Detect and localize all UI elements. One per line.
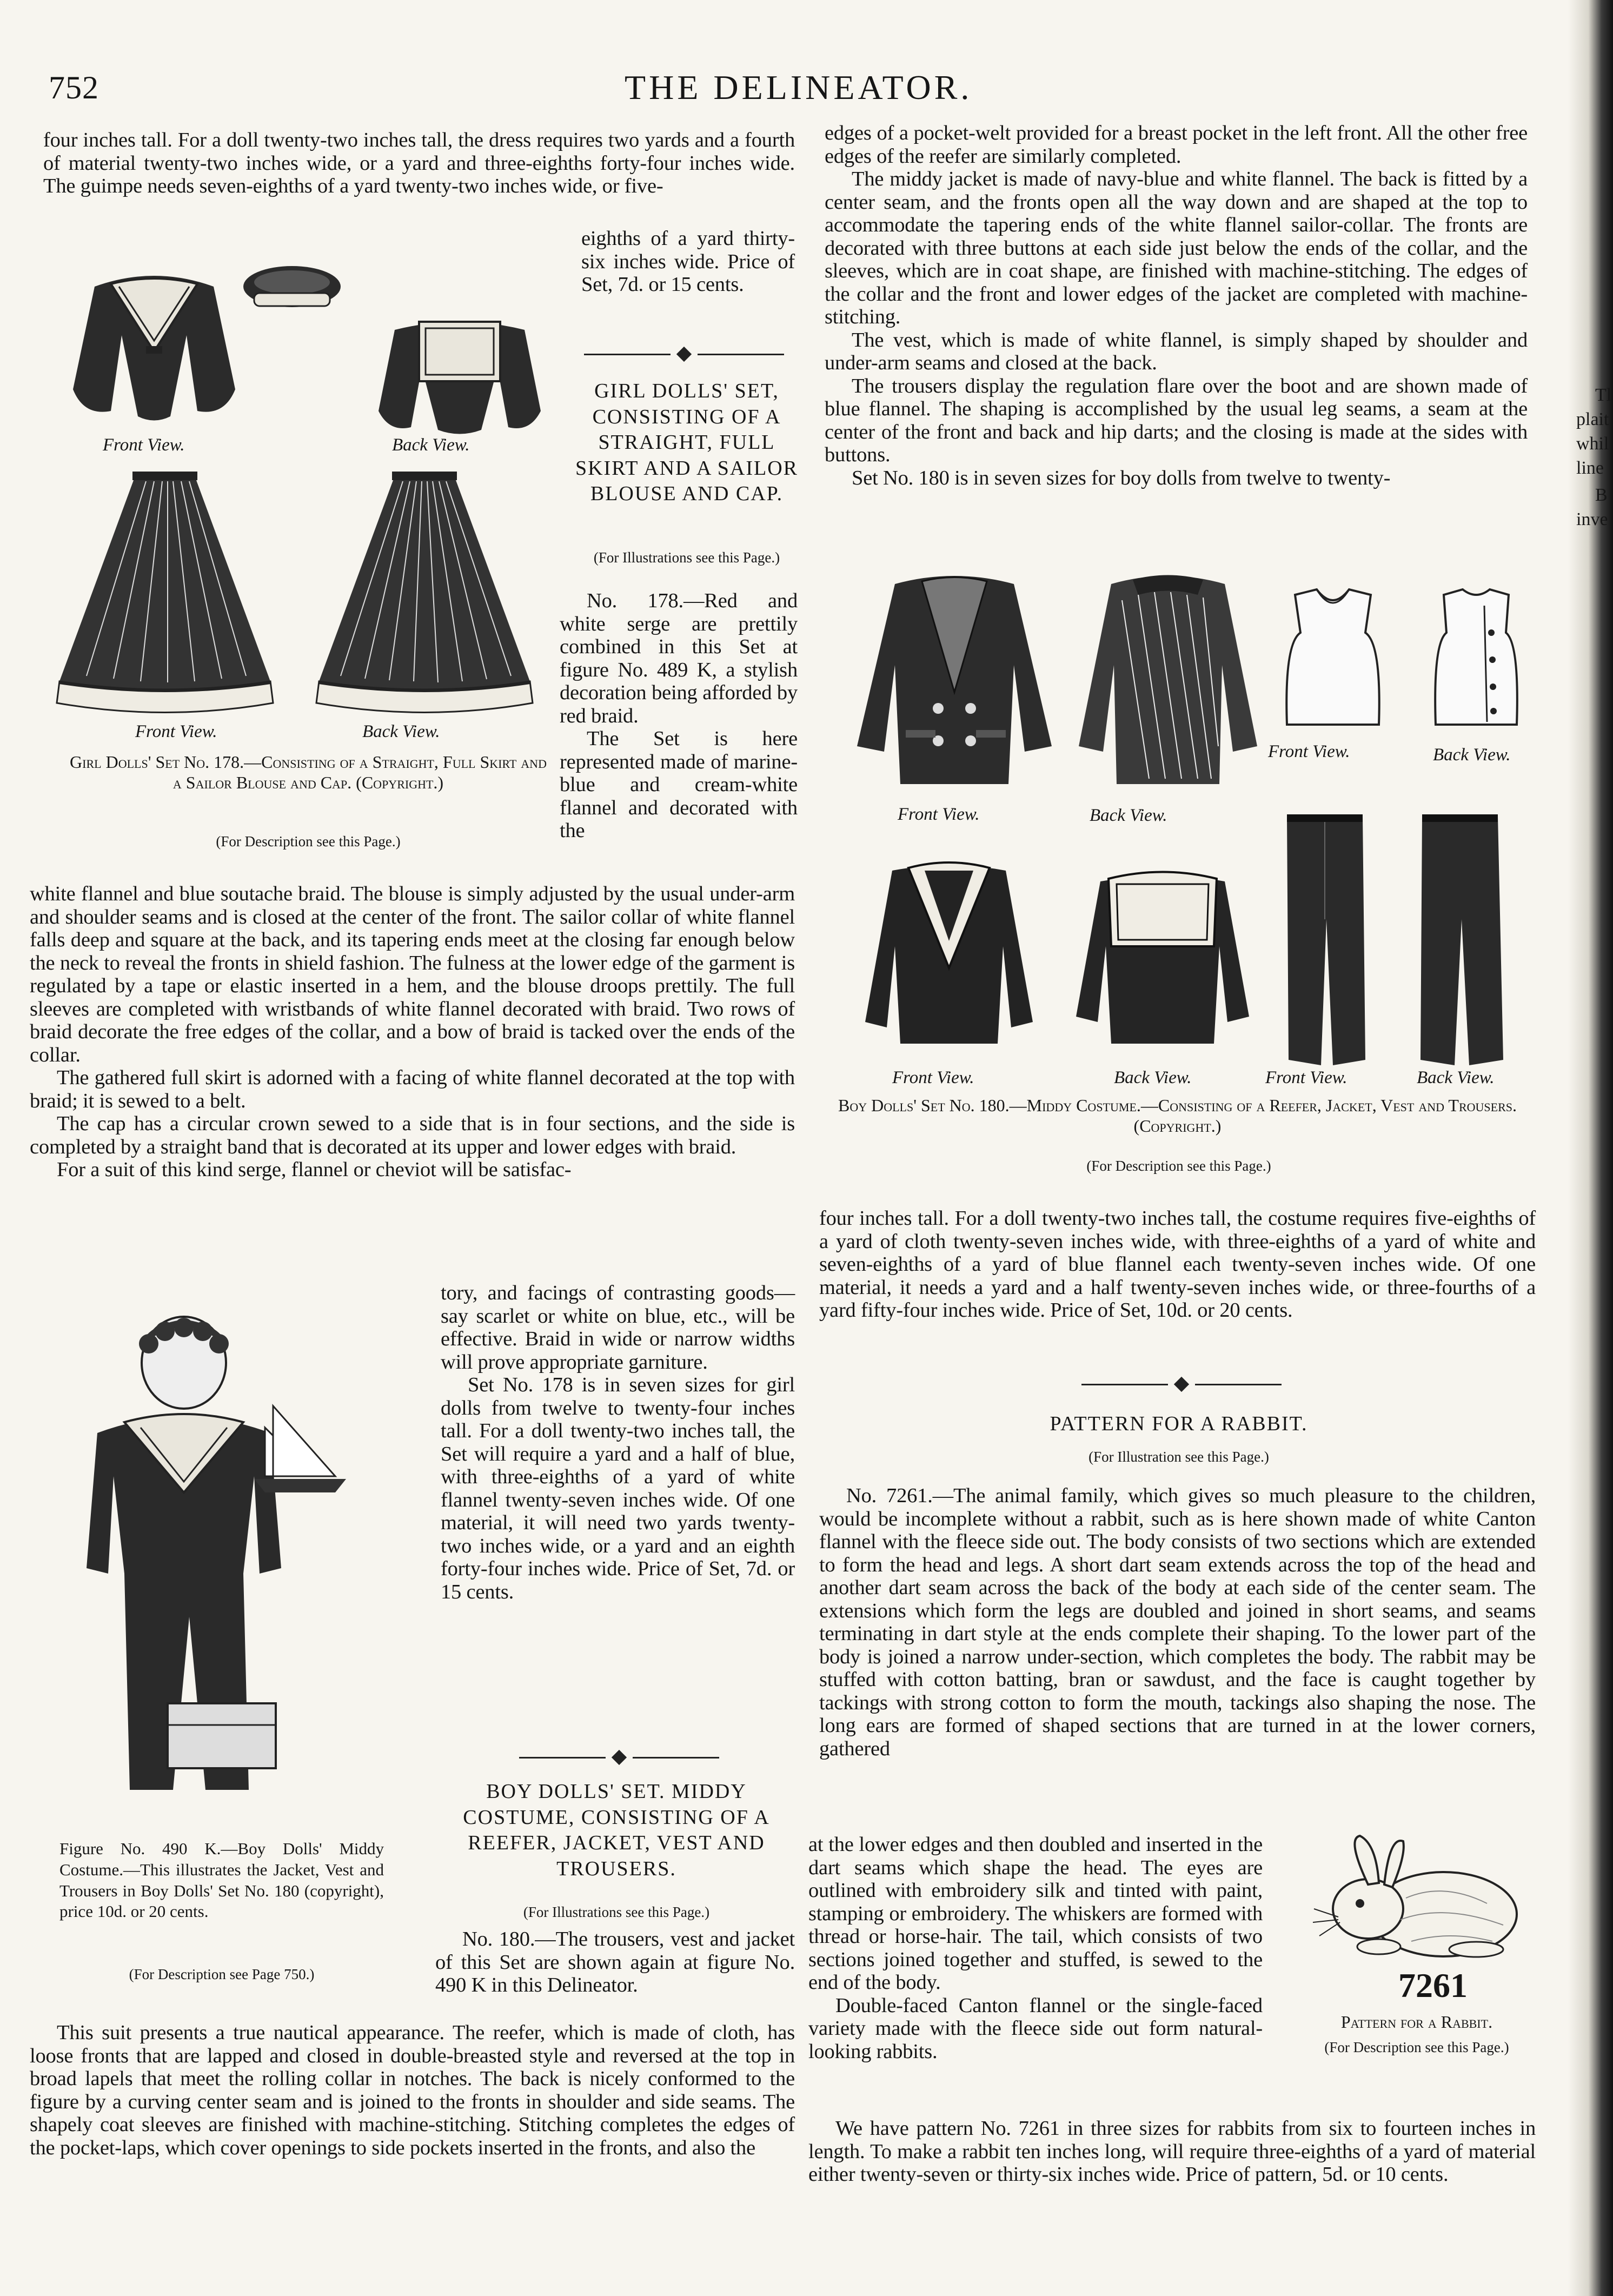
- view-label: Front View.: [898, 805, 980, 824]
- col1-top-paragraph: four inches tall. For a doll twenty-two inches tall, the dress requires two yards and a fourth of material twenty-two inches wide, or a yard and three-eighths forty-four inches wide. The guimpe needs seven-eighths of a yard twenty-two inches wide, or five-: [43, 129, 795, 198]
- view-label: Back View.: [1417, 1068, 1495, 1087]
- girl-heading-note: (For Illustrations see this Page.): [593, 549, 780, 566]
- vest-back-illustration: [1422, 584, 1530, 735]
- girl-blouse-front-illustration: [62, 254, 246, 433]
- girl-cap-illustration: [238, 260, 346, 319]
- girl-blouse-back-illustration: [373, 308, 546, 438]
- col3-rabbit-text: No. 7261.—The animal family, which gives so much pleasure to the children, would be incomplete without a rabbit, such as is here shown made of white Canton flannel with the fleece side out. The body consists of two sections which are extended to form the head and legs. A short dart seam extends across the top of the head and another dart seam across the back of the body at each side of the center seam. The extensions which form the legs are doubled and joined in short seams, and seams terminating in dart style at the ends complete their shaping. To the lower part of the body is joined a narrow under-section, which completes the body. The rabbit may be stuffed with cotton batting, bran or sawdust, and the face is caught together by tackings with strong cotton to form the mouth, tackings also shaping the nose. The long ears are formed of shaped sections that are turned in at the lower corners, gathered: [819, 1484, 1536, 1760]
- view-label: Back View.: [362, 722, 440, 741]
- boy-doll-figure-490k-illustration: [59, 1314, 362, 1811]
- boy-dolls-set-heading: BOY DOLLS' SET. MIDDY COSTUME, CONSISTING OF A REEFER, JACKET, VEST AND TROUSERS.: [463, 1780, 770, 1880]
- margin-fragment: plait: [1576, 409, 1609, 429]
- margin-fragment: Tl: [1595, 385, 1612, 405]
- girl-skirt-front-illustration: [54, 470, 276, 719]
- rabbit-caption-description: (For Description see this Page.): [1324, 2039, 1509, 2055]
- middy-jacket-back-illustration: [1071, 865, 1254, 1065]
- view-label: Back View.: [1433, 745, 1511, 765]
- page-title: THE DELINEATOR.: [625, 68, 973, 107]
- margin-fragment: B: [1595, 485, 1608, 505]
- trousers-front-illustration: [1273, 811, 1376, 1076]
- girl-skirt-back-illustration: [314, 470, 535, 719]
- trousers-back-illustration: [1409, 811, 1511, 1076]
- page-number: 752: [49, 70, 99, 105]
- girl-dolls-set-heading: GIRL DOLLS' SET, CONSISTING OF A STRAIGHT, FULL SKIRT AND A SAILOR BLOUSE AND CAP.: [575, 380, 799, 505]
- view-label: Front View.: [892, 1068, 974, 1087]
- rabbit-illustration: [1309, 1833, 1525, 1968]
- vest-front-illustration: [1273, 584, 1392, 735]
- figure-caption-490k-description: (For Description see Page 750.): [129, 1966, 315, 1982]
- view-label: Back View.: [1090, 806, 1167, 825]
- middy-jacket-front-illustration: [860, 860, 1038, 1065]
- col1-suit-wrap: tory, and facings of contrasting goods—say scarlet or white on blue, etc., will be effective. Braid in wide or narrow widths will prove appropriate garniture. Set No. 178 is in seven sizes for girl dolls from twelve to twenty-four inches tall. For a doll twenty-two inches tall, the Set will require a yard and a half of blue, with three-eighths of a yard of white flannel twenty-seven inches wide. Of one material, it will need two yards twenty-two inches wide, or a yard and an eighth forty-four inches wide. Price of Set, 7d. or 15 cents.: [441, 1282, 795, 1603]
- view-label: Back View.: [392, 435, 470, 455]
- view-label: Front View.: [103, 435, 185, 455]
- margin-fragment: whil: [1576, 434, 1609, 454]
- rabbit-heading: PATTERN FOR A RABBIT.: [1050, 1412, 1308, 1435]
- pattern-number-7261: 7261: [1398, 1966, 1468, 2005]
- col1-top-paragraph-wrap: eighths of a yard thirty-six inches wide. Price of Set, 7d. or 15 cents.: [581, 227, 795, 296]
- section-divider: [584, 341, 784, 368]
- section-divider: [1081, 1371, 1282, 1398]
- boy-heading-note: (For Illustrations see this Page.): [523, 1904, 710, 1920]
- figure-caption-178-description: (For Description see this Page.): [216, 833, 401, 850]
- view-label: Front View.: [1265, 1068, 1348, 1087]
- view-label: Front View.: [1268, 742, 1350, 761]
- col2-no178-text: No. 178.—Red and white serge are prettily combined in this Set at figure No. 489 K, a stylish decoration being afforded by red braid. The Set is here represented made of marine-blue and cream-white flannel and decorated with the: [560, 589, 798, 842]
- figure-caption-180: Boy Dolls' Set No. 180.—Middy Costume.—Consisting of a Reefer, Jacket, Vest and Trousers. (Copyright.): [838, 1096, 1517, 1136]
- section-divider: [519, 1744, 719, 1771]
- col1-nautical-paragraph: This suit presents a true nautical appearance. The reefer, which is made of cloth, has loose fronts that are lapped and closed in double-breasted style and reversed at the top in broad lapels that meet the rolling collar in notches. The back is nicely conformed to the figure by a curving center seam and is joined to the fronts in shoulder and side seams. The shapely coat sleeves are finished with machine-stitching. Stitching completes the edges of the pocket-laps, which cover openings to side pockets inserted in the fronts, and also the: [30, 2021, 795, 2159]
- reefer-back-illustration: [1073, 568, 1263, 795]
- col1-blouse-text: white flannel and blue soutache braid. The blouse is simply adjusted by the usual under-arm and shoulder seams and is closed at the center of the front. The sailor collar of white flannel falls deep and square at the back, and its tapering ends meet at the closing far enough below the neck to reveal the fronts in shield fashion. The fulness at the lower edge of the garment is regulated by a tape or elastic inserted in a hem, and the blouse droops prettily. The full sleeves are completed with wristbands of white flannel decorated with braid. Two rows of braid decorate the free edges of the collar, and a bow of braid is tacked over the ends of the collar. The gathered full skirt is adorned with a facing of white flannel decorated at the top with braid; it is sewed to a belt. The cap has a circular crown sewed to a side that is in four sections, and the side is completed by a straight band that is decorated at its upper and lower edges with braid. For a suit of this kind serge, flannel or cheviot will be satisfac-: [30, 882, 795, 1182]
- col3-rabbit-wrap: at the lower edges and then doubled and inserted in the dart seams which shape the head. The eyes are outlined with embroidery silk and tinted with paint, stamping or embroidery. The whiskers are formed with thread or horse-hair. The tail, which consists of two sections joined together and stuffed, is sewed to the end of the body. Double-faced Canton flannel or the single-faced variety made with the fleece side out form natural-looking rabbits.: [808, 1833, 1263, 2063]
- binding-edge: [1568, 0, 1613, 2296]
- view-label: Front View.: [135, 722, 217, 741]
- rabbit-heading-note: (For Illustration see this Page.): [1088, 1449, 1269, 1465]
- rabbit-caption: Pattern for a Rabbit.: [1340, 2012, 1493, 2032]
- col2-no180-text: No. 180.—The trousers, vest and jacket of this Set are shown again at figure No. 490 K in this Delineator.: [435, 1928, 795, 1997]
- view-label: Back View.: [1114, 1068, 1192, 1087]
- figure-caption-178: Girl Dolls' Set No. 178.—Consisting of a Straight, Full Skirt and a Sailor Blouse and Cap. (Copyright.): [70, 752, 547, 793]
- col3-four-inches-text: four inches tall. For a doll twenty-two inches tall, the costume requires five-eighths of a yard of cloth twenty-seven inches wide, with three-eighths of a yard of white and seven-eighths of a yard of blue flannel each twenty-seven inches wide. Of one material, it needs a yard and a half twenty-seven inches wide, or three-fourths of a yard fifty-four inches wide. Price of Set, 10d. or 20 cents.: [819, 1207, 1536, 1322]
- figure-caption-490k: Figure No. 490 K.—Boy Dolls' Middy Costume.—This illustrates the Jacket, Vest and Trousers in Boy Dolls' Set No. 180 (copyright), price 10d. or 20 cents.: [59, 1839, 384, 1921]
- margin-fragment: line: [1576, 458, 1604, 478]
- margin-fragment: inve: [1576, 509, 1608, 529]
- col3-top-text: edges of a pocket-welt provided for a breast pocket in the left front. All the other free edges of the reefer are similarly completed. The middy jacket is made of navy-blue and white flannel. The back is fitted by a center seam, and the fronts open all the way down and are shaped at the top to accommodate the tapering ends of the white flannel sailor-collar. The fronts are decorated with three buttons at each side just below the ends of the collar, and the sleeves, which are in coat shape, are finished with machine-stitching. The edges of the collar and the front and lower edges of the jacket are completed with machine-stitching. The vest, which is made of white flannel, is simply shaped by shoulder and under-arm seams and closed at the back. The trousers display the regulation flare over the boot and are shown made of blue flannel. The shaping is accomplished by the usual leg seams, a seam at the center of the front and back and hip darts; and the closing is made at the sides with buttons. Set No. 180 is in seven sizes for boy dolls from twelve to twenty-: [825, 122, 1528, 489]
- col3-pattern-text: We have pattern No. 7261 in three sizes for rabbits from six to fourteen inches in length. To make a rabbit ten inches long, will require three-eighths of a yard of material either twenty-seven or thirty-six inches wide. Price of pattern, 5d. or 10 cents.: [808, 2117, 1536, 2186]
- reefer-front-illustration: [852, 568, 1057, 795]
- figure-caption-180-description: (For Description see this Page.): [1086, 1158, 1271, 1174]
